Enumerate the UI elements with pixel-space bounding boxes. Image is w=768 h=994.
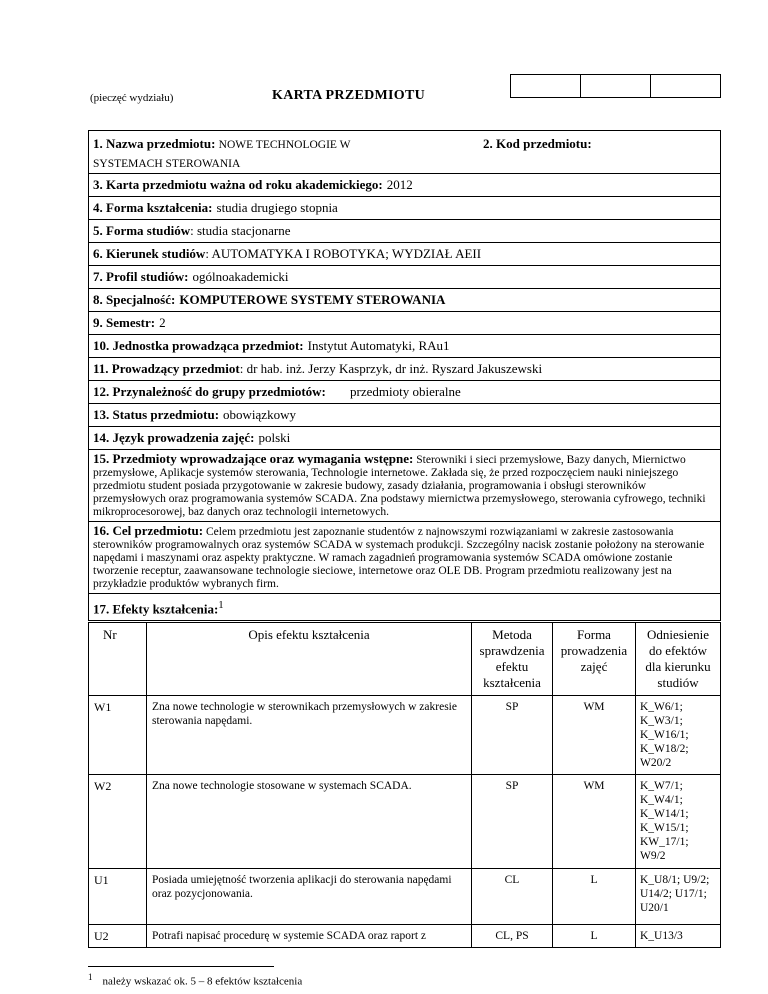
row-study-profile bbox=[89, 266, 720, 289]
col-header-method: Metoda sprawdzenia efektu kształcenia bbox=[472, 623, 553, 696]
footnote-separator bbox=[88, 966, 274, 967]
study-form-value: : studia stacjonarne bbox=[190, 223, 291, 238]
prerequisites-value-rest: Miernictwo przemysłowe, Aplikacje systemów sterowania, Technologie internetowe. Zakłada się, że przed rozpoczęciem nauki niniejszego przedmiotu student posiada przygotowanie w zakresie budowy, zasady działania, programowania i obsługi sterowników przemysłowych oraz programowania systemów SCADA. Zna podstawy miernictwa przemysłowego, sterowania cyfrowego, techniki mikroprocesorowej, baz danych oraz technologii internetowych. bbox=[93, 454, 706, 518]
course-name-value-a: NOWE TECHNOLOGIE W bbox=[218, 139, 351, 151]
course-name-label: 1. Nazwa przedmiotu: bbox=[93, 136, 216, 151]
course-goal-label: 16. Cel przedmiotu: bbox=[93, 523, 204, 538]
table-row bbox=[89, 925, 721, 948]
education-form-label: 4. Forma kształcenia: bbox=[93, 200, 213, 215]
footnote-ref: 1 bbox=[218, 599, 224, 611]
outcome-form: WM bbox=[553, 696, 636, 775]
outcome-method: CL bbox=[472, 869, 553, 925]
outcome-reference: K_U8/1; U9/2; U14/2; U17/1; U20/1 bbox=[636, 869, 721, 925]
row-status bbox=[89, 404, 720, 427]
course-group-label: 12. Przynależność do grupy przedmiotów: bbox=[93, 384, 326, 399]
specialty-value: KOMPUTEROWE SYSTEMY STEROWANIA bbox=[179, 292, 446, 307]
col-header-nr: Nr bbox=[89, 623, 147, 696]
field-of-study-label: 6. Kierunek studiów bbox=[93, 246, 206, 261]
course-form bbox=[88, 130, 721, 621]
row-lecturer bbox=[89, 358, 720, 381]
document-title: KARTA PRZEDMIOTU bbox=[272, 88, 426, 103]
study-profile-value: ogólnoakademicki bbox=[192, 269, 289, 284]
row-semester bbox=[89, 312, 720, 335]
row-academic-year bbox=[89, 174, 720, 197]
outcome-reference: K_W6/1; K_W3/1; K_W16/1; K_W18/2; W20/2 bbox=[636, 696, 721, 775]
footnote bbox=[88, 972, 302, 988]
outcome-form: L bbox=[553, 925, 636, 948]
footnote-text: należy wskazać ok. 5 – 8 efektów kształcenia bbox=[102, 975, 303, 988]
row-specialty bbox=[89, 289, 720, 312]
footnote-number: 1 bbox=[88, 972, 93, 982]
row-course-goal bbox=[89, 522, 720, 594]
course-goal-value-first: Celem przedmiotu jest zapoznanie studentów z najnowszymi rozwiązaniami w zakresie bbox=[206, 526, 610, 538]
semester-label: 9. Semestr: bbox=[93, 315, 156, 330]
row-unit bbox=[89, 335, 720, 358]
outcome-reference: K_W7/1; K_W4/1; K_W14/1; K_W15/1; KW_17/1; W9/2 bbox=[636, 775, 721, 869]
outcome-method: SP bbox=[472, 696, 553, 775]
faculty-stamp-label: (pieczęć wydziału) bbox=[90, 92, 174, 104]
row-course-group bbox=[89, 381, 720, 404]
education-form-value: studia drugiego stopnia bbox=[216, 200, 338, 215]
outcome-description: Zna nowe technologie stosowane w systemach SCADA. bbox=[147, 775, 472, 869]
table-row bbox=[89, 696, 721, 775]
outcome-form: L bbox=[553, 869, 636, 925]
academic-year-label: 3. Karta przedmiotu ważna od roku akademickiego: bbox=[93, 177, 383, 192]
outcome-nr: U1 bbox=[89, 869, 147, 925]
course-group-value: przedmioty obieralne bbox=[350, 384, 461, 399]
outcome-description: Potrafi napisać procedurę w systemie SCADA oraz raport z bbox=[147, 925, 472, 948]
outcome-method: CL, PS bbox=[472, 925, 553, 948]
semester-value: 2 bbox=[159, 315, 166, 330]
row-study-form bbox=[89, 220, 720, 243]
unit-label: 10. Jednostka prowadząca przedmiot: bbox=[93, 338, 304, 353]
col-header-reference: Odniesienie do efektów dla kierunku studiów bbox=[636, 623, 721, 696]
outcome-nr: W1 bbox=[89, 696, 147, 775]
row-learning-outcomes bbox=[89, 594, 720, 621]
outcomes-table bbox=[88, 622, 721, 948]
outcome-description: Zna nowe technologie w sterownikach przemysłowych w zakresie sterowania napędami. bbox=[147, 696, 472, 775]
prerequisites-value-first: Sterowniki i sieci przemysłowe, Bazy danych, bbox=[416, 454, 630, 466]
course-name-value-b: SYSTEMACH STEROWANIA bbox=[93, 158, 241, 170]
status-value: obowiązkowy bbox=[223, 407, 296, 422]
status-label: 13. Status przedmiotu: bbox=[93, 407, 220, 422]
study-form-label: 5. Forma studiów bbox=[93, 223, 191, 238]
row-language bbox=[89, 427, 720, 450]
outcome-reference: K_U13/3 bbox=[636, 925, 721, 948]
table-row bbox=[89, 775, 721, 869]
specialty-label: 8. Specjalność: bbox=[93, 292, 176, 307]
lecturer-value: : dr hab. inż. Jerzy Kasprzyk, dr inż. Ryszard Jakuszewski bbox=[239, 361, 543, 376]
col-header-form: Forma prowadzenia zajęć bbox=[553, 623, 636, 696]
field-of-study-value: : AUTOMATYKA I ROBOTYKA; WYDZIAŁ AEII bbox=[205, 246, 482, 261]
code-box bbox=[581, 75, 651, 97]
row-education-form bbox=[89, 197, 720, 220]
col-header-description: Opis efektu kształcenia bbox=[147, 623, 472, 696]
unit-value: Instytut Automatyki, RAu1 bbox=[307, 338, 450, 353]
lecturer-label: 11. Prowadzący przedmiot bbox=[93, 361, 240, 376]
code-boxes bbox=[510, 74, 721, 98]
row-prerequisites bbox=[89, 450, 720, 522]
language-value: polski bbox=[258, 430, 291, 445]
outcome-form: WM bbox=[553, 775, 636, 869]
study-profile-label: 7. Profil studiów: bbox=[93, 269, 189, 284]
learning-outcomes-label: 17. Efekty kształcenia: bbox=[93, 601, 219, 617]
course-goal-value-rest: zastosowania sterowników programowalnych oraz systemów SCADA w systemach produkcji. Szczególny nacisk zostanie położony na sterowanie napędami i maszynami oraz aspekty praktyczne. W ramach zagadnień programowania systemów SCADA omówione zostanie tworzenie receptur, zaawansowane technologie sieciowe, internetowe oraz OLE DB. Program przedmiotu realizowany jest na przykładzie produktów wybranych firm. bbox=[93, 526, 705, 590]
language-label: 14. Język prowadzenia zajęć: bbox=[93, 430, 255, 445]
outcome-method: SP bbox=[472, 775, 553, 869]
code-box bbox=[651, 75, 720, 97]
outcome-description: Posiada umiejętność tworzenia aplikacji do sterowania napędami oraz pozycjonowania. bbox=[147, 869, 472, 925]
row-field-of-study bbox=[89, 243, 720, 266]
table-row bbox=[89, 869, 721, 925]
academic-year-value: 2012 bbox=[386, 177, 413, 192]
prerequisites-label: 15. Przedmioty wprowadzające oraz wymagania wstępne: bbox=[93, 451, 414, 466]
outcome-nr: U2 bbox=[89, 925, 147, 948]
course-code-label: 2. Kod przedmiotu: bbox=[483, 136, 592, 151]
outcome-nr: W2 bbox=[89, 775, 147, 869]
code-box bbox=[511, 75, 581, 97]
row-course-name bbox=[89, 131, 720, 174]
outcomes-header-row bbox=[89, 623, 721, 696]
